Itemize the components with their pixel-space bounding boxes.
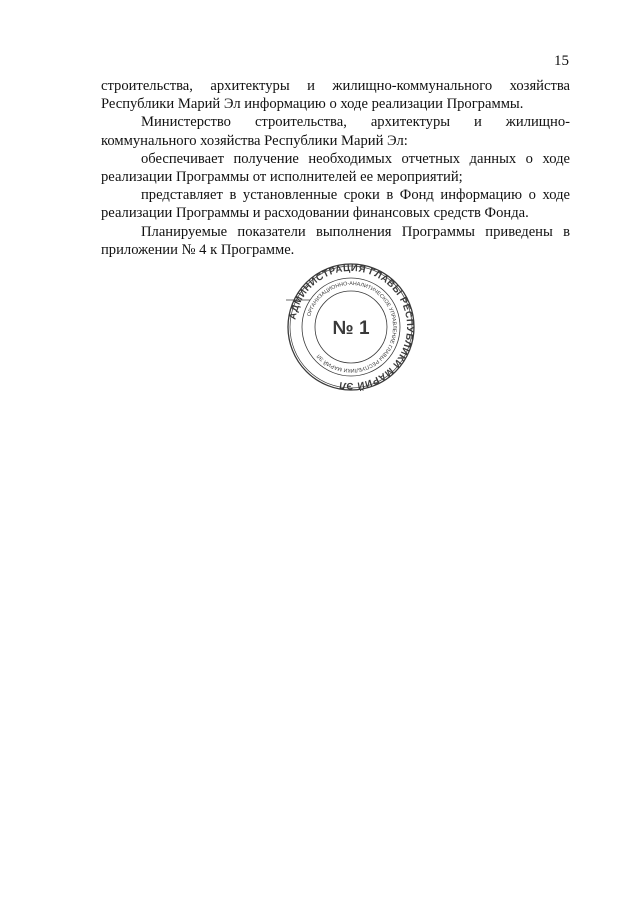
paragraph-4: представляет в установленные сроки в Фонд информацию о ходе реализации Программы и расходовании финансовых средств Фонда. — [101, 187, 570, 222]
paragraph-3: обеспечивает получение необходимых отчетных данных о ходе реализации Программы от исполнителей ее мероприятий; — [101, 150, 570, 186]
seal-outer-text: АДМИНИСТРАЦИЯ ГЛАВЫ РЕСПУБЛИКИ МАРИЙ ЭЛ — [287, 262, 416, 392]
seal-inner-text: ОРГАНИЗАЦИОННО-АНАЛИТИЧЕСКОЕ УПРАВЛЕНИЕ ГЛАВЫ РЕСПУБЛИКИ МАРИЙ ЭЛ — [306, 280, 398, 374]
paragraph-2: Министерство строительства, архитектуры и жилищно-коммунального хозяйства Республики Марий Эл: — [101, 114, 570, 149]
page-number: 15 — [554, 53, 569, 69]
paragraph-5: Планируемые показатели выполнения Программы приведены в приложении № 4 к Программе. — [101, 223, 570, 258]
body-text — [101, 77, 570, 259]
paragraph-1: строительства, архитектуры и жилищно-коммунального хозяйства Республики Марий Эл информацию о ходе реализации Программы. — [101, 78, 570, 113]
seal-graphic — [286, 262, 416, 392]
seal-number: № 1 — [332, 318, 370, 339]
official-seal — [286, 262, 416, 392]
